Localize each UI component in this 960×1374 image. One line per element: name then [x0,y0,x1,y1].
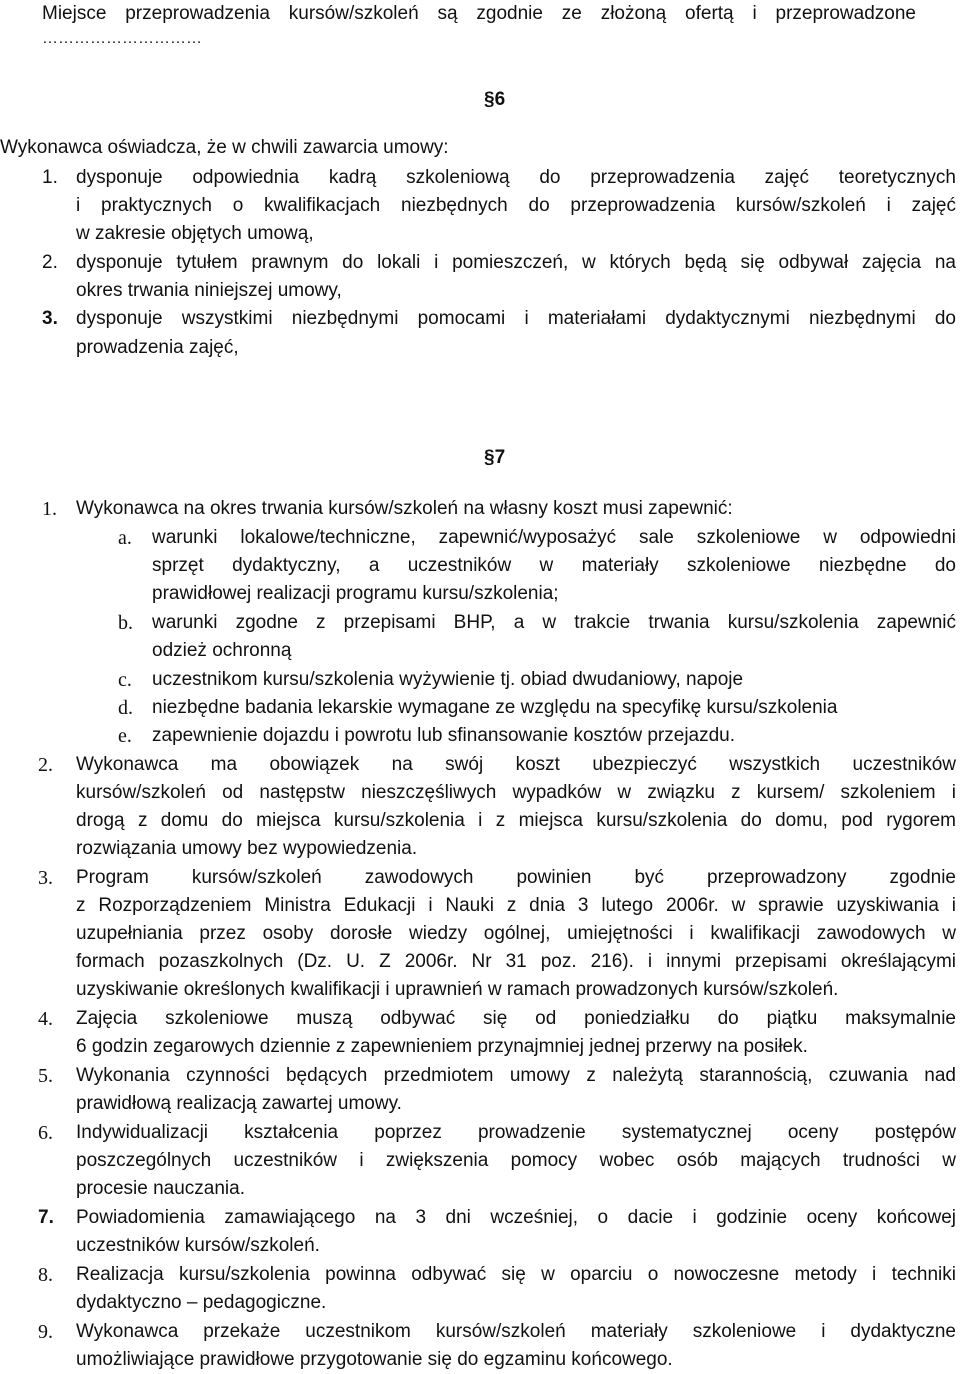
list-number: 1. [42,498,57,520]
list-item-line: 6 godzin zegarowych dziennie z zapewnieniem przynajmniej jednej przerwy na posiłek. [76,1036,808,1057]
list-number: 5. [38,1065,53,1087]
section-7-heading: §7 [484,447,506,468]
sub-item-line: niezbędne badania lekarskie wymagane ze względu na specyfikę kursu/szkolenia [152,697,838,718]
list-item-line: w zakresie objętych umową, [76,223,314,244]
list-item-line: Program kursów/szkoleń zawodowych powinien być przeprowadzony zgodnie [76,867,956,888]
list-item-line: z Rozporządzeniem Ministra Edukacji i Nauki z dnia 3 lutego 2006r. w sprawie uzyskiwania i [76,895,956,916]
intro-line: Miejsce przeprowadzenia kursów/szkoleń są zgodnie ze złożoną ofertą i przeprowadzone [42,3,916,24]
list-item-line: drogą z domu do miejsca kursu/szkolenia i z miejsca kursu/szkolenia do domu, pod rygorem [76,810,956,831]
list-number: 3. [42,308,58,329]
list-item-line: uzupełniania przez osoby dorosłe wiedzy ogólnej, umiejętności i kwalifikacji zawodowych w [76,923,956,944]
sub-item-line: warunki zgodne z przepisami BHP, a w trakcie trwania kursu/szkolenia zapewnić [152,612,956,633]
list-item-line: procesie nauczania. [76,1178,245,1199]
list-item-line: dysponuje tytułem prawnym do lokali i pomieszczeń, w których będą się odbywał zajęcia na [76,252,956,273]
sub-item-line: odzież ochronną [152,640,292,661]
list-number: 3. [38,867,53,889]
list-item-line: uczestników kursów/szkoleń. [76,1235,320,1256]
sub-item-line: warunki lokalowe/techniczne, zapewnić/wyposażyć sale szkoleniowe w odpowiedni [152,527,956,548]
sub-item-line: zapewnienie dojazdu i powrotu lub sfinansowanie kosztów przejazdu. [152,725,736,746]
list-item-line: Realizacja kursu/szkolenia powinna odbywać się w oparciu o nowoczesne metody i techniki [76,1264,956,1285]
list-item-line: Wykonania czynności będących przedmiotem umowy z należytą starannością, czuwania nad [76,1065,956,1086]
sub-item-line: prawidłowej realizacji programu kursu/szkolenia; [152,583,559,604]
intro-dots: ………………………… [42,30,202,47]
list-item-line: prawidłową realizacją zawartej umowy. [76,1093,402,1114]
list-number: 2. [38,754,53,776]
list-item-line: formach pozaszkolnych (Dz. U. Z 2006r. Nr 31 poz. 216). i innymi przepisami określającymi [76,951,956,972]
list-item-line: umożliwiające prawidłowe przygotowanie się do egzaminu końcowego. [76,1349,673,1370]
list-item-line: uzyskiwanie określonych kwalifikacji i uprawnień w ramach prowadzonych kursów/szkoleń. [76,979,839,1000]
list-item-line: rozwiązania umowy bez wypowiedzenia. [76,838,418,859]
sub-item-line: sprzęt dydaktyczny, a uczestników w materiały szkoleniowe niezbędne do [152,555,956,576]
list-item-line: Wykonawca ma obowiązek na swój koszt ubezpieczyć wszystkich uczestników [76,754,956,775]
list-number: 8. [38,1264,53,1286]
list-item-line: Indywidualizacji kształcenia poprzez prowadzenie systematycznej oceny postępów [76,1122,956,1143]
list-number: 9. [38,1321,53,1343]
sub-letter: d. [118,697,133,719]
list-number: 4. [38,1008,53,1030]
list-item-line: dysponuje odpowiednia kadrą szkoleniową do przeprowadzenia zajęć teoretycznych [76,167,956,188]
list-item-line: Wykonawca przekaże uczestnikom kursów/szkoleń materiały szkoleniowe i dydaktyczne [76,1321,956,1342]
list-item-line: okres trwania niniejszej umowy, [76,280,342,301]
list-item-line: dydaktyczno – pedagogiczne. [76,1292,327,1313]
list-number: 6. [38,1122,53,1144]
sub-letter: b. [118,612,133,634]
list-item-line: Zajęcia szkoleniowe muszą odbywać się od poniedziałku do piątku maksymalnie [76,1008,956,1029]
list-item-line: kursów/szkoleń od następstw nieszczęśliwych wypadków w związku z kursem/ szkoleniem i [76,782,956,803]
list-number: 7. [38,1207,54,1228]
sub-letter: a. [118,527,132,549]
list-item-line: prowadzenia zajęć, [76,337,239,358]
list-item-line: dysponuje wszystkimi niezbędnymi pomocami i materiałami dydaktycznymi niezbędnymi do [76,308,956,329]
sub-letter: e. [118,725,132,747]
list-item-line: i praktycznych o kwalifikacjach niezbędnych do przeprowadzenia kursów/szkoleń i zajęć [76,195,956,216]
sub-letter: c. [118,669,132,691]
section-6-heading: §6 [484,89,506,110]
list-number: 1. [42,167,58,188]
list-item-line: Powiadomienia zamawiającego na 3 dni wcześniej, o dacie i godzinie oceny końcowej [76,1207,956,1228]
list-item-line: Wykonawca na okres trwania kursów/szkoleń na własny koszt musi zapewnić: [76,498,733,519]
list-item-line: poszczególnych uczestników i zwiększenia pomocy wobec osób mających trudności w [76,1150,956,1171]
section-6-lead: Wykonawca oświadcza, że w chwili zawarcia umowy: [0,137,449,158]
list-number: 2. [42,252,58,273]
sub-item-line: uczestnikom kursu/szkolenia wyżywienie tj. obiad dwudaniowy, napoje [152,669,744,690]
